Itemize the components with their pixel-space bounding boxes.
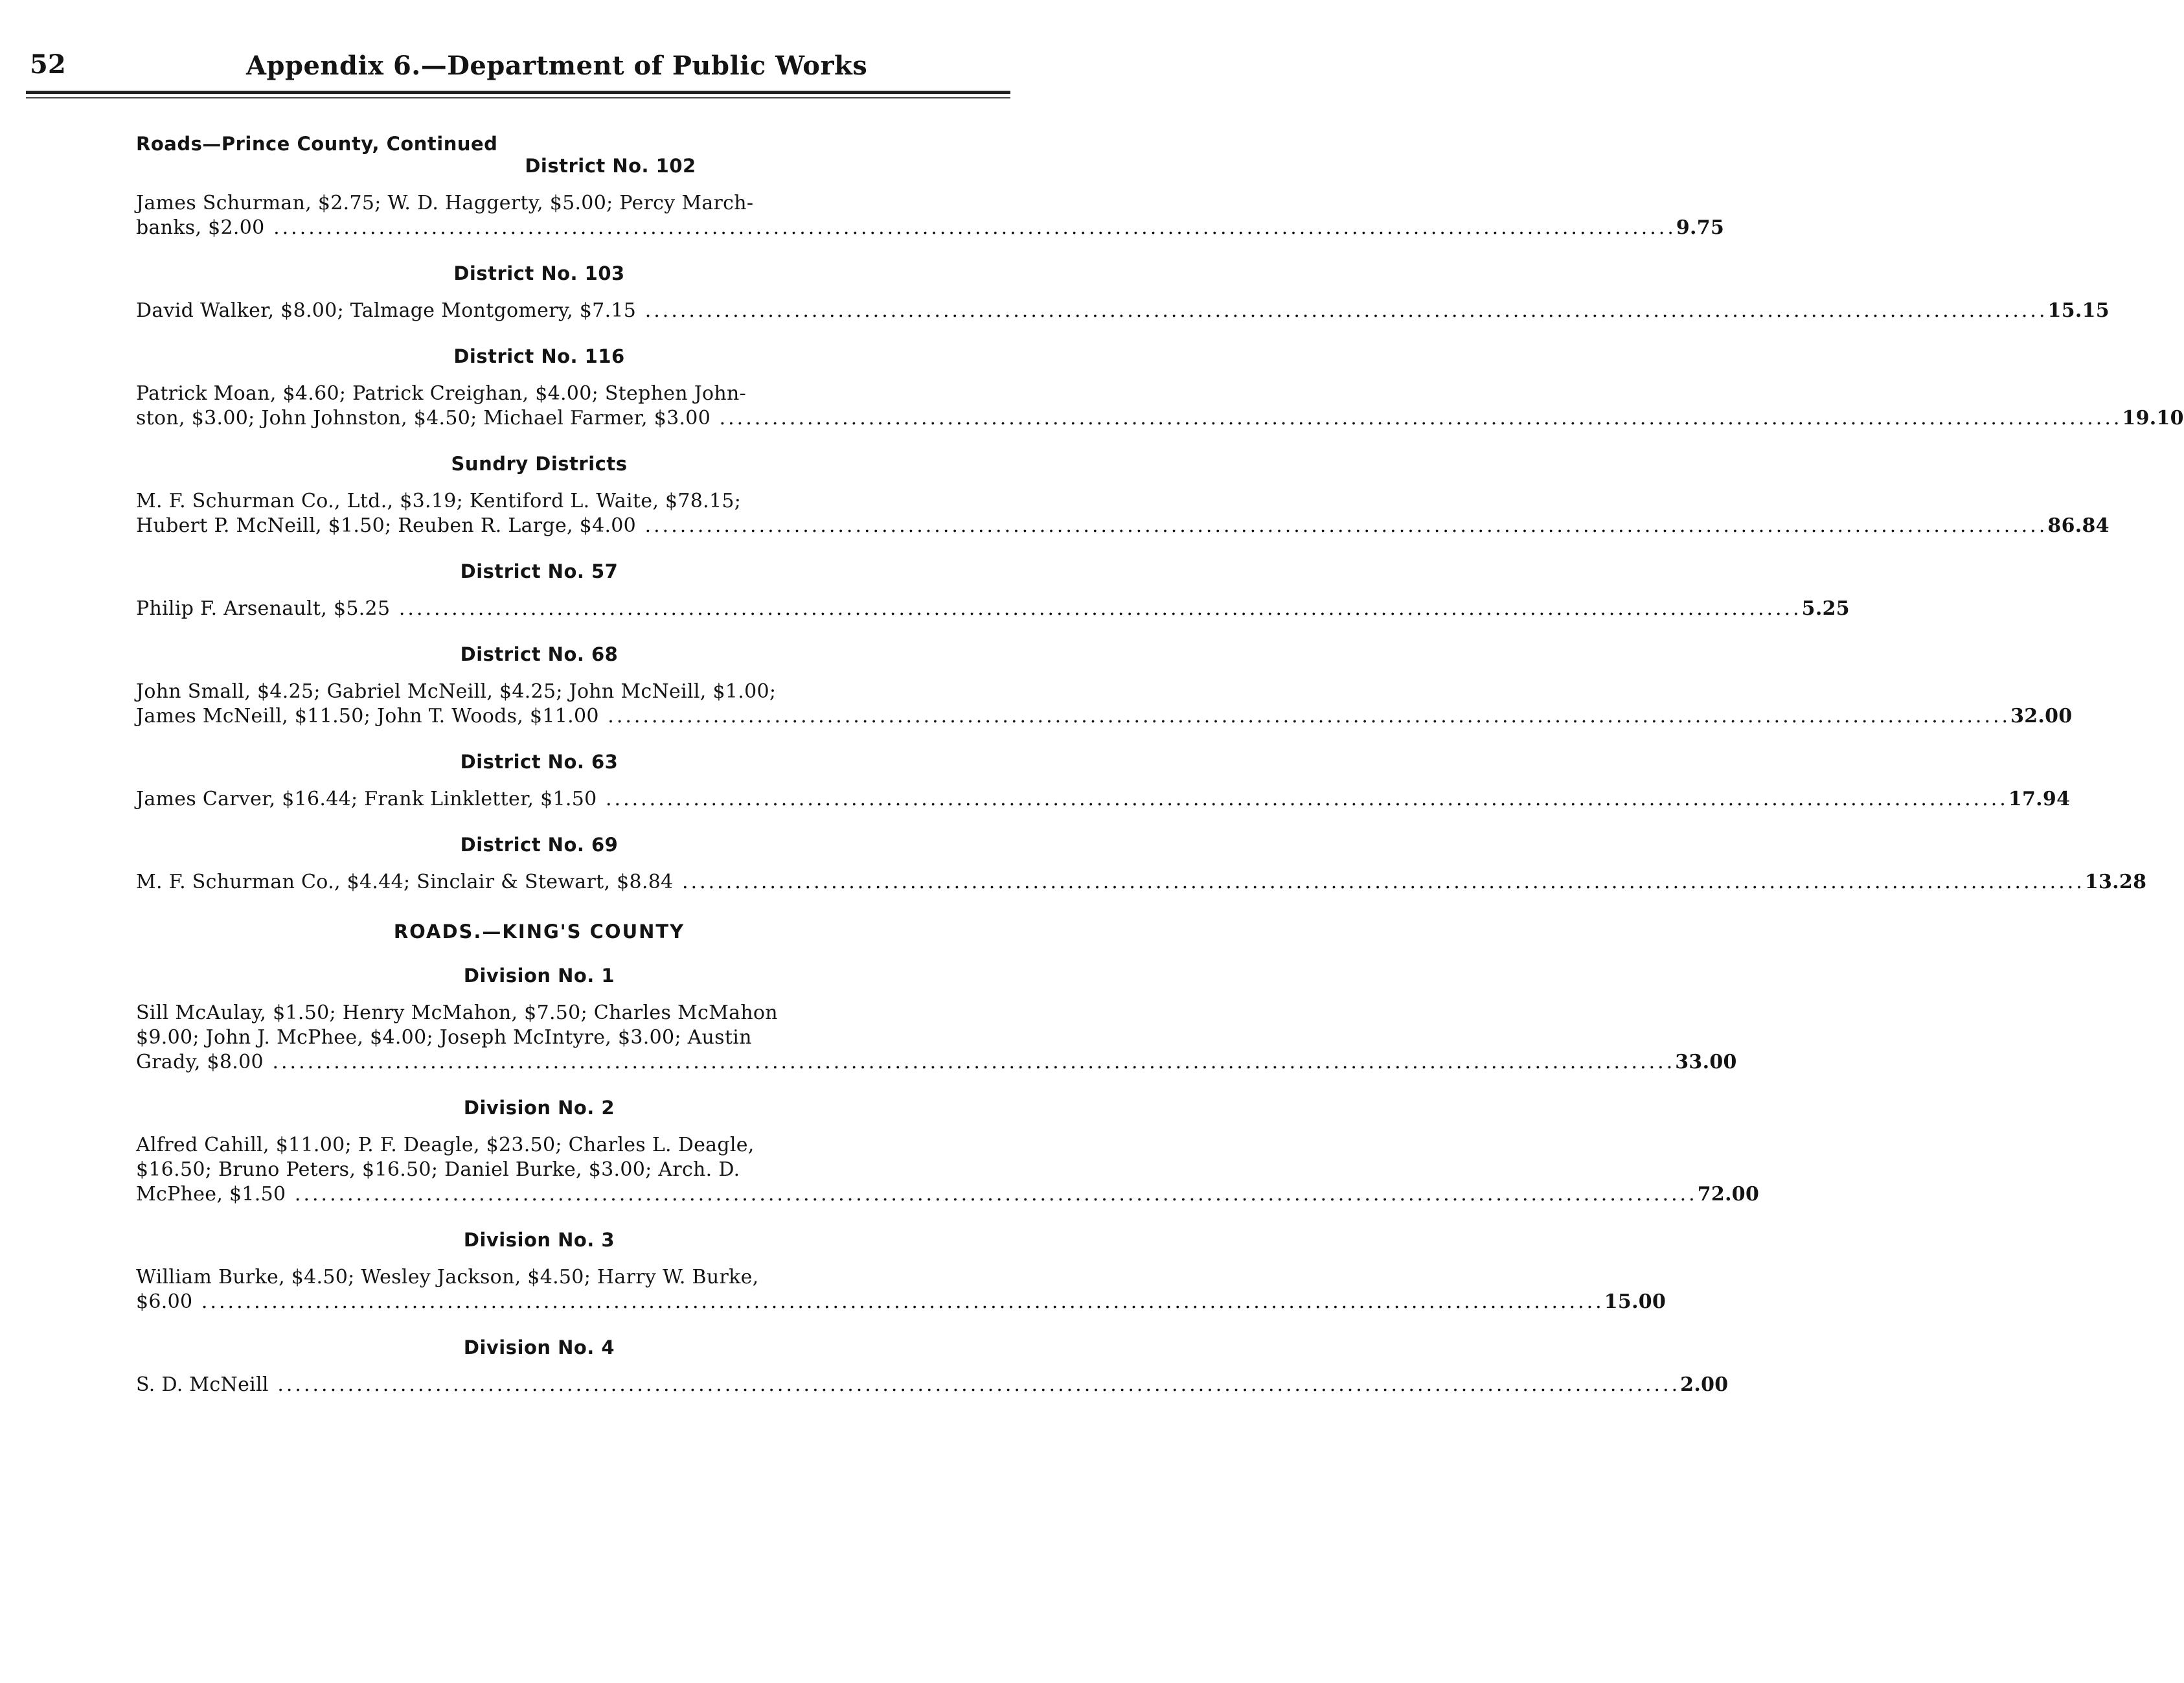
entry-last-line-text: S. D. McNeill: [136, 1373, 269, 1396]
entry-text: [136, 191, 1676, 240]
ledger-entry: [136, 787, 2071, 812]
entry-text: [136, 1265, 1604, 1314]
ledger-entry: [136, 870, 2147, 895]
entry-amount: 33.00: [1675, 1051, 1737, 1073]
entry-last-line: [136, 406, 2122, 431]
entry-text: [136, 787, 2008, 812]
entry-text: [136, 680, 2010, 729]
entry-line: $16.50; Bruno Peters, $16.50; Daniel Burke, $3.00; Arch. D.: [136, 1158, 740, 1181]
dot-leader: ................................................................................................................................................................: [263, 1051, 1676, 1073]
page-header: [26, 44, 1010, 96]
district-label: District No. 116: [453, 345, 625, 367]
district-label: District No. 68: [460, 643, 619, 665]
district-label: District No. 57: [460, 560, 619, 582]
roads-kings-county-heading: ROADS.—KING'S COUNTY: [393, 921, 685, 943]
entry-line: John Small, $4.25; Gabriel McNeill, $4.25; John McNeill, $1.00;: [136, 680, 777, 703]
entry-last-line-text: M. F. Schurman Co., $4.44; Sinclair & Stewart, $8.84: [136, 871, 674, 893]
ledger-entry: [136, 489, 2110, 538]
district-label: Division No. 2: [463, 1097, 615, 1119]
entry-last-line: [136, 704, 2010, 729]
entry-last-line-text: James McNeill, $11.50; John T. Woods, $11.00: [136, 705, 599, 727]
entry-amount: 5.25: [1801, 597, 1850, 620]
entry-last-line-text: Philip F. Arsenault, $5.25: [136, 597, 391, 620]
district-label: District No. 102: [525, 155, 696, 177]
ledger-entry: [136, 1265, 1666, 1314]
entry-amount: 72.00: [1697, 1183, 1760, 1206]
entry-last-line-text: McPhee, $1.50: [136, 1183, 286, 1206]
entry-last-line: [136, 597, 1802, 621]
entry-line: $9.00; John J. McPhee, $4.00; Joseph McIntyre, $3.00; Austin: [136, 1026, 752, 1049]
entry-text: [136, 1133, 1698, 1207]
entry-last-line-text: David Walker, $8.00; Talmage Montgomery, $7.15: [136, 299, 637, 322]
ledger-entry: [136, 191, 1725, 240]
entry-last-line-text: ston, $3.00; John Johnston, $4.50; Michael Farmer, $3.00: [136, 407, 711, 429]
entry-amount: 15.00: [1604, 1290, 1666, 1313]
entry-text: [136, 870, 2085, 895]
district-label: Division No. 3: [463, 1229, 615, 1251]
roads-prince-county-heading: Roads—Prince County, Continued: [136, 133, 498, 155]
entry-last-line: [136, 787, 2008, 812]
entry-last-line: [136, 216, 1676, 240]
entry-amount: 13.28: [2084, 871, 2147, 893]
entry-line: Alfred Cahill, $11.00; P. F. Deagle, $23.50; Charles L. Deagle,: [136, 1134, 755, 1156]
dot-leader: ................................................................................................................................................................: [636, 299, 2048, 322]
district-label: Division No. 4: [463, 1336, 615, 1358]
entry-last-line: [136, 1290, 1604, 1314]
header-rule-thin: [26, 97, 1010, 98]
page-content: [136, 133, 2184, 1397]
page-number: 52: [30, 49, 66, 80]
entry-line: William Burke, $4.50; Wesley Jackson, $4.50; Harry W. Burke,: [136, 1266, 759, 1288]
entry-last-line: [136, 1373, 1680, 1397]
entry-amount: 17.94: [2008, 788, 2071, 810]
header-rule-thick: [26, 91, 1010, 94]
entry-text: [136, 382, 2122, 431]
district-label: District No. 69: [460, 834, 619, 856]
entry-last-line-text: Hubert P. McNeill, $1.50; Reuben R. Large, $4.00: [136, 514, 637, 537]
dot-leader: ................................................................................................................................................................: [597, 788, 2008, 810]
entry-text: [136, 597, 1802, 621]
entry-last-line-text: Grady, $8.00: [136, 1051, 264, 1073]
entry-amount: 2.00: [1680, 1373, 1729, 1396]
entry-last-line-text: James Carver, $16.44; Frank Linkletter, $1.50: [136, 788, 597, 810]
ledger-entry: [136, 1001, 1737, 1075]
ledger-entry: [136, 680, 2073, 729]
entry-amount: 9.75: [1676, 216, 1725, 239]
entry-text: [136, 1373, 1680, 1397]
ledger-entry: [136, 382, 2184, 431]
entry-line: James Schurman, $2.75; W. D. Haggerty, $5.00; Percy March-: [136, 192, 754, 214]
entry-amount: 19.10: [2122, 407, 2184, 429]
ledger-entry: [136, 1133, 1760, 1207]
ledger-entry: [136, 597, 1850, 621]
district-label: Division No. 1: [463, 965, 615, 987]
entry-last-line: [136, 1050, 1675, 1075]
entry-last-line: [136, 1182, 1698, 1207]
district-label: Sundry Districts: [451, 453, 628, 475]
entry-line: M. F. Schurman Co., Ltd., $3.19; Kentiford L. Waite, $78.15;: [136, 490, 742, 512]
entry-amount: 86.84: [2047, 514, 2110, 537]
entry-last-line: [136, 299, 2048, 323]
prince-county-sections: [136, 155, 2184, 895]
ledger-entry: [136, 1373, 1729, 1397]
entry-last-line-text: $6.00: [136, 1290, 193, 1313]
entry-text: [136, 299, 2048, 323]
entry-line: Patrick Moan, $4.60; Patrick Creighan, $4.00; Stephen John-: [136, 382, 747, 405]
kings-county-sections: [136, 965, 1760, 1397]
entry-text: [136, 1001, 1675, 1075]
dot-leader: ................................................................................................................................................................: [268, 1373, 1681, 1396]
dot-leader: ................................................................................................................................................................: [390, 597, 1802, 620]
dot-leader: ................................................................................................................................................................: [192, 1290, 1604, 1313]
entry-last-line: [136, 514, 2047, 538]
entry-last-line-text: banks, $2.00: [136, 216, 265, 239]
dot-leader: ................................................................................................................................................................: [711, 407, 2122, 429]
dot-leader: ................................................................................................................................................................: [264, 216, 1676, 239]
entry-last-line: [136, 870, 2085, 895]
dot-leader: ................................................................................................................................................................: [286, 1183, 1698, 1206]
dot-leader: ................................................................................................................................................................: [673, 871, 2085, 893]
district-label: District No. 103: [453, 262, 625, 284]
entry-amount: 15.15: [2047, 299, 2110, 322]
entry-text: [136, 489, 2047, 538]
dot-leader: ................................................................................................................................................................: [636, 514, 2048, 537]
entry-amount: 32.00: [2010, 705, 2073, 727]
dot-leader: ................................................................................................................................................................: [598, 705, 2011, 727]
ledger-entry: [136, 299, 2110, 323]
entry-line: Sill McAulay, $1.50; Henry McMahon, $7.50; Charles McMahon: [136, 1002, 778, 1024]
district-label: District No. 63: [460, 751, 619, 773]
page-title: Appendix 6.—Department of Public Works: [246, 51, 868, 81]
